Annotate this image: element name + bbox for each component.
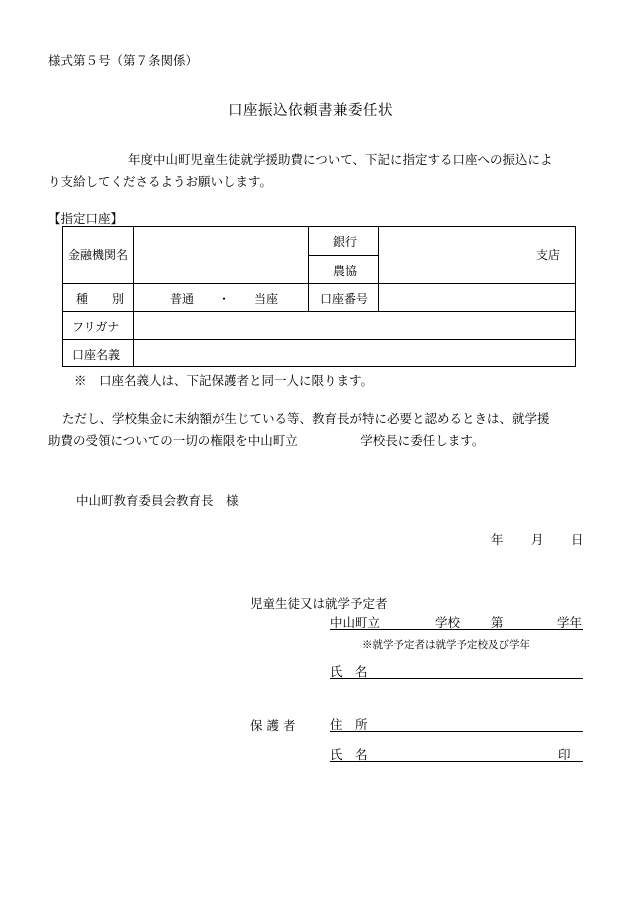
- bank-type-bank: 銀行: [333, 235, 358, 249]
- date-day-label: 日: [571, 532, 584, 547]
- bank-type-agricultural-coop: 農協: [333, 264, 358, 278]
- grade-suffix: 学年: [557, 615, 583, 630]
- form-number: 様式第５号（第７条関係）: [48, 53, 199, 68]
- account-number-label: 口座番号: [320, 292, 369, 306]
- school-prefix: 中山町立: [330, 615, 381, 630]
- intro-text-line-1: 年度中山町児童生徒就学援助費について、下記に指定する口座への振込によ: [128, 152, 553, 167]
- seal-mark: 印: [558, 747, 571, 762]
- account-holder-note: ※ 口座名義人は、下記保護者と同一人に限ります。: [74, 373, 374, 388]
- section-label: 【指定口座】: [48, 211, 124, 226]
- guardian-name-label: 氏 名: [330, 747, 368, 762]
- account-type-label: 種 別: [76, 292, 125, 306]
- delegation-text-line-1: ただし、学校集金に未納額が生じている等、教育長が特に必要と認めるときは、就学援: [62, 411, 550, 426]
- student-heading: 児童生徒又は就学予定者: [250, 596, 388, 611]
- branch-name-field[interactable]: [379, 227, 575, 283]
- bank-name-label: 金融機関名: [68, 248, 129, 262]
- guardian-address-label: 住 所: [330, 717, 368, 732]
- account-type-options[interactable]: 普通 ・ 当座: [170, 292, 279, 306]
- intro-text-line-2: り支給してくださるようお願いします。: [48, 174, 273, 189]
- guardian-address-line[interactable]: [330, 715, 583, 732]
- addressee: 中山町教育委員会教育長 様: [76, 493, 239, 508]
- branch-label: 支店: [536, 248, 561, 262]
- furigana-label: フリガナ: [72, 320, 120, 334]
- date-month-label: 月: [531, 532, 544, 547]
- date-year-label: 年: [491, 532, 504, 547]
- guardian-name-line[interactable]: [330, 745, 583, 762]
- account-table: [62, 226, 576, 367]
- bank-name-field[interactable]: [134, 227, 308, 283]
- grade-prefix: 第: [491, 615, 504, 630]
- student-name-label: 氏 名: [330, 664, 368, 679]
- document-title: 口座振込依頼書兼委任状: [228, 103, 393, 119]
- guardian-heading: 保 護 者: [250, 718, 296, 733]
- furigana-field[interactable]: [134, 312, 575, 339]
- student-school-line[interactable]: [330, 613, 583, 630]
- account-holder-field[interactable]: [134, 340, 575, 366]
- delegation-text-line-2: 助費の受領についての一切の権限を中山町立 学校長に委任します。: [48, 433, 485, 448]
- account-holder-label: 口座名義: [72, 348, 121, 362]
- school-suffix: 学校: [435, 615, 461, 630]
- account-number-field[interactable]: [379, 284, 575, 311]
- student-name-line[interactable]: [330, 662, 583, 679]
- school-note: ※就学予定者は就学予定校及び学年: [362, 639, 530, 651]
